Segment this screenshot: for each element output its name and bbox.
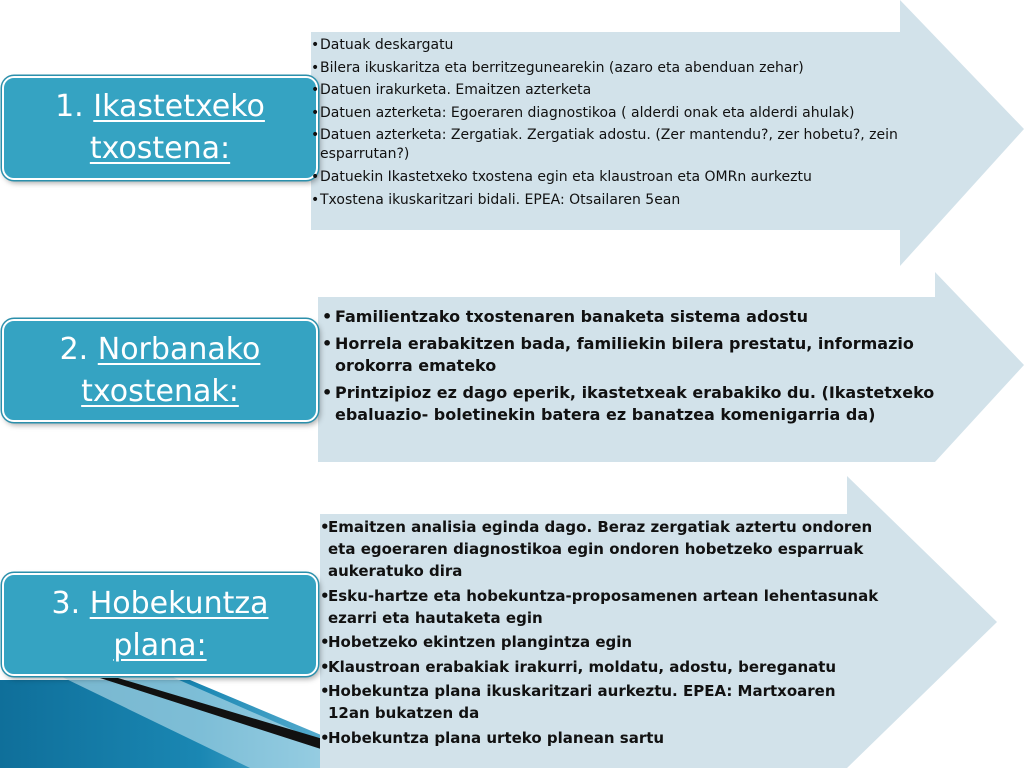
bullet-icon: • — [311, 82, 320, 99]
bullet-list-3 — [320, 516, 880, 752]
bullet-icon: • — [320, 518, 330, 536]
list-item: • Horrela erabakitzen bada, familiekin bilera prestatu, informazio orokorra emateko — [322, 334, 914, 375]
list-item: • Klaustroan erabakiak irakurri, moldatu, adostu, bereganatu — [320, 657, 837, 676]
list-item: • Hobetzeko ekintzen plangintza egin — [320, 633, 633, 652]
bullet-icon: • — [320, 657, 330, 676]
bullet-icon: • — [311, 168, 320, 185]
list-item: • Datuak deskargatu — [311, 37, 454, 53]
step-box-2 — [2, 319, 318, 422]
step-title-3-line2: plana: — [113, 627, 207, 663]
list-item: • Emaitzen analisia eginda dago. Beraz zergatiak aztertu ondoren eta egoeraren diagnostikoa egin ondoren hobetzeko esparruak aukeratuko dira — [320, 518, 873, 580]
list-item: • Datuen azterketa: Egoeraren diagnostikoa ( alderdi onak eta alderdi ahulak) — [311, 104, 855, 121]
step-title-2-line1: Norbanako — [97, 331, 261, 367]
bullet-icon: • — [322, 334, 333, 353]
list-item: • Datuen irakurketa. Emaitzen azterketa — [311, 82, 592, 99]
bullet-icon: • — [311, 104, 320, 121]
list-item: • Esku-hartze eta hobekuntza-proposamenen artean lehentasunak ezarri eta hautaketa egin — [320, 586, 879, 627]
bullet-icon: • — [311, 59, 320, 76]
bullet-icon: • — [311, 191, 320, 208]
list-item: • Hobekuntza plana urteko planean sartu — [320, 728, 665, 747]
step-title-3-line1: Hobekuntza — [89, 585, 269, 621]
bullet-icon: • — [320, 633, 330, 652]
list-item: • Datuen azterketa: Zergatiak. Zergatiak adostu. (Zer mantendu?, zer hobetu?, zein esparrutan?) — [311, 127, 898, 163]
step-box-1 — [2, 76, 318, 180]
step-number-2: 2. — [59, 331, 89, 367]
bullet-icon: • — [322, 307, 333, 326]
bullet-icon: • — [311, 37, 320, 53]
bullet-icon: • — [311, 127, 320, 144]
bullet-icon: • — [322, 383, 333, 402]
bullet-list-1 — [311, 36, 901, 213]
step-number-3: 3. — [51, 585, 81, 621]
bullet-icon: • — [320, 682, 330, 701]
bullet-icon: • — [320, 586, 330, 605]
step-title-2-line2: txostenak: — [81, 373, 239, 409]
list-item: • Datuekin Ikastetxeko txostena egin eta klaustroan eta OMRn aurkeztu — [311, 168, 812, 185]
list-item: • Hobekuntza plana ikuskaritzari aurkeztu. EPEA: Martxoaren 12an bukatzen da — [320, 682, 836, 723]
list-item: • Txostena ikuskaritzari bidali. EPEA: Otsailaren 5ean — [311, 191, 681, 208]
bullet-icon: • — [320, 728, 330, 747]
list-item: • Familientzako txostenaren banaketa sistema adostu — [322, 307, 808, 326]
list-item: • Bilera ikuskaritza eta berritzegunearekin (azaro eta abenduan zehar) — [311, 59, 804, 76]
bullet-list-2 — [322, 306, 942, 431]
step-title-1-line2: txostena: — [89, 131, 231, 166]
step-box-3 — [2, 573, 318, 676]
list-item: • Printzipioz ez dago eperik, ikastetxeak erabakiko du. (Ikastetxeko ebaluazio- boletinekin batera ez banatzea komenigarria da) — [322, 383, 935, 424]
step-title-1-line1: Ikastetxeko — [93, 89, 265, 124]
step-number-1: 1. — [55, 89, 84, 124]
